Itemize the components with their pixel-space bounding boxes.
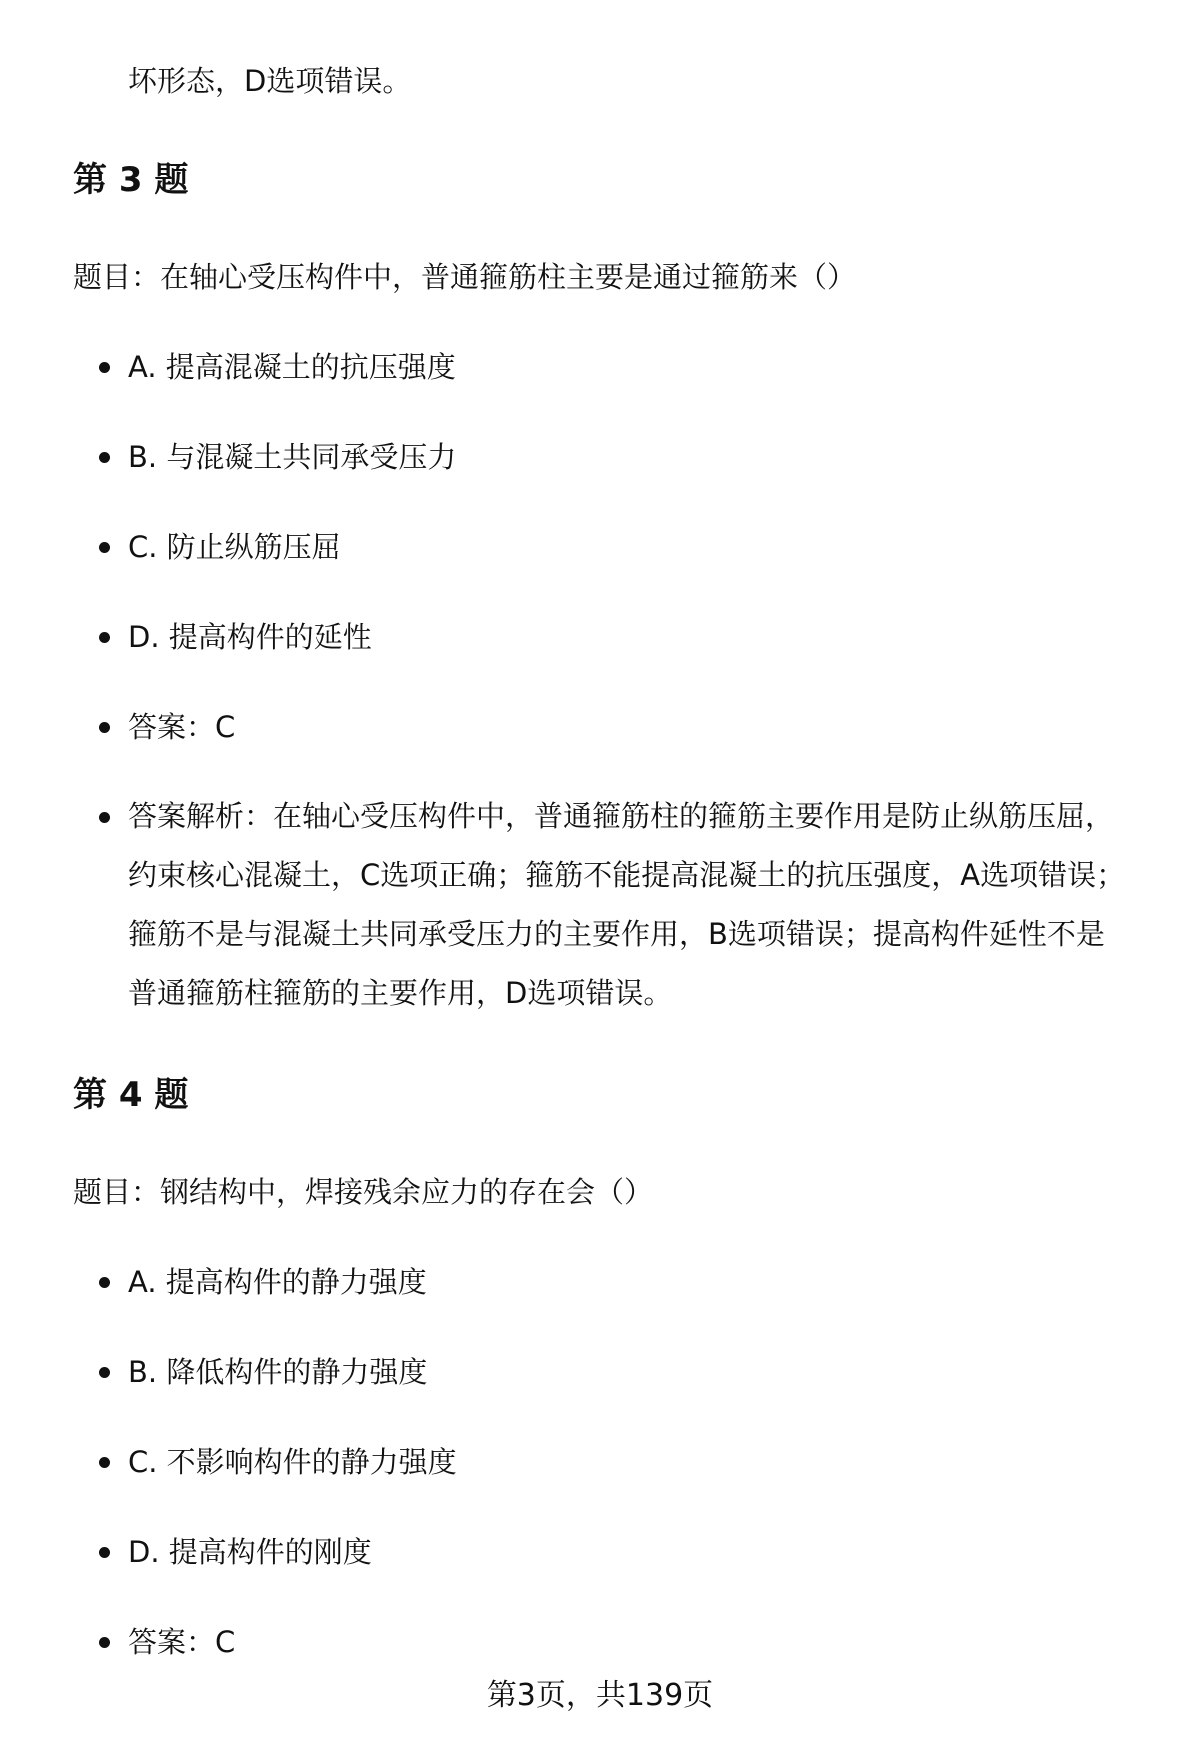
analysis-line: 箍筋不是与混凝土共同承受压力的主要作用，B选项错误；提高构件延性不是 — [128, 917, 1105, 951]
question-4-text: 题目：钢结构中，焊接残余应力的存在会（） — [73, 1175, 654, 1209]
question-3-option-d: D. 提高构件的延性 — [128, 620, 372, 654]
bullet-icon — [99, 632, 110, 643]
question-4-heading: 第 4 题 — [73, 1075, 189, 1115]
question-3-option-c: C. 防止纵筋压屈 — [128, 530, 341, 564]
bullet-icon — [99, 1637, 110, 1648]
bullet-icon — [99, 1547, 110, 1558]
bullet-icon — [99, 1457, 110, 1468]
question-3-option-a: A. 提高混凝土的抗压强度 — [128, 350, 456, 384]
question-3-text: 题目：在轴心受压构件中，普通箍筋柱主要是通过箍筋来（） — [73, 260, 857, 294]
bullet-icon — [99, 542, 110, 553]
question-4-option-d: D. 提高构件的刚度 — [128, 1535, 372, 1569]
bullet-icon — [99, 1367, 110, 1378]
page-footer: 第3页，共139页 — [486, 1678, 714, 1713]
bullet-icon — [99, 362, 110, 373]
analysis-line: 答案解析：在轴心受压构件中，普通箍筋柱的箍筋主要作用是防止纵筋压屈， — [128, 799, 1115, 833]
question-4-option-b: B. 降低构件的静力强度 — [128, 1355, 428, 1389]
analysis-line: 普通箍筋柱箍筋的主要作用，D选项错误。 — [128, 976, 673, 1010]
question-4-option-a: A. 提高构件的静力强度 — [128, 1265, 427, 1299]
previous-analysis-tail: 坏形态，D选项错误。 — [128, 64, 412, 98]
question-3-option-b: B. 与混凝土共同承受压力 — [128, 440, 457, 474]
analysis-line: 约束核心混凝土，C选项正确；箍筋不能提高混凝土的抗压强度，A选项错误； — [128, 858, 1126, 892]
question-4-option-c: C. 不影响构件的静力强度 — [128, 1445, 457, 1479]
question-3-answer: 答案：C — [128, 710, 236, 744]
question-3-heading: 第 3 题 — [73, 160, 189, 200]
question-3-analysis — [128, 787, 1148, 1023]
bullet-icon — [99, 452, 110, 463]
question-4-answer: 答案：C — [128, 1625, 236, 1659]
bullet-icon — [99, 812, 110, 823]
bullet-icon — [99, 722, 110, 733]
bullet-icon — [99, 1277, 110, 1288]
